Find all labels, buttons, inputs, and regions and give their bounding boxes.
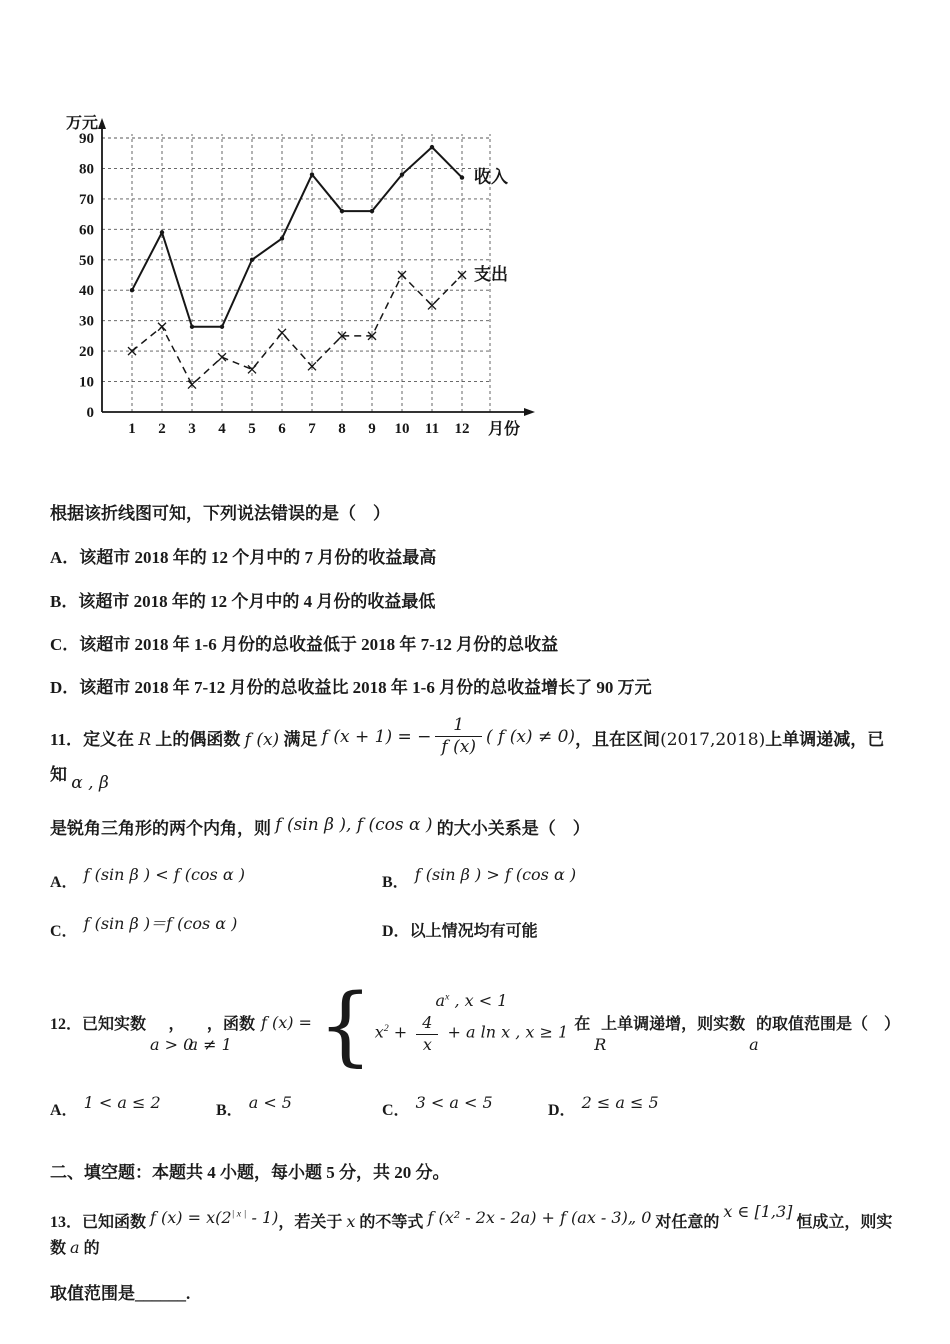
q12-options-row [50, 1092, 900, 1120]
q12-piece2-plus: + [388, 1022, 413, 1042]
q12-option-c [382, 1092, 548, 1120]
q10-stem: 根据该折线图可知，下列说法错误的是（ ） [50, 504, 390, 523]
svg-text:12: 12 [454, 421, 470, 437]
svg-text:70: 70 [79, 191, 94, 208]
svg-text:7: 7 [308, 421, 316, 437]
q12-option-b [216, 1092, 382, 1120]
q12-fraction-numerator: 4 [416, 1014, 438, 1034]
q12-option-a-label: A． [50, 1101, 78, 1119]
q13-text-4: 对任意的 [651, 1213, 724, 1231]
q12-piece-2 [375, 1014, 569, 1054]
svg-text:10: 10 [79, 374, 94, 391]
q12-comma-1: ， [168, 1016, 185, 1033]
svg-text:6: 6 [278, 421, 286, 437]
q13-text-1: 已知函数 [82, 1213, 151, 1231]
svg-text:20: 20 [79, 344, 94, 361]
q12-fraction-denominator: x [422, 1034, 432, 1054]
q12-piece2-rest: + a ln x , x ≥ 1 [442, 1022, 569, 1042]
svg-text:9: 9 [368, 421, 376, 437]
svg-text:30: 30 [79, 313, 94, 330]
q11-option-c-math: f (sin β )＝f (cos α ) [83, 913, 238, 933]
q12-math-a: a [749, 1034, 759, 1054]
q11-equation-prefix: f (x + 1) = − [321, 726, 432, 747]
svg-text:万元: 万元 [65, 115, 99, 132]
q11-math-relation: f (sin β ), f (cos α ) [275, 815, 433, 836]
q12-fx-equals: f (x) = [260, 1013, 312, 1032]
q11-option-a-math: f (sin β ) < f (cos α ) [83, 864, 245, 884]
q13-text-6: 的 [79, 1239, 100, 1257]
q10-option-c: C．该超市 2018 年 1-6 月份的总收益低于 2018 年 7-12 月份的总收益 [50, 635, 559, 655]
q13-number: 13． [50, 1213, 83, 1231]
q13-def-pre: f (x) = x(2 [150, 1207, 232, 1227]
q11-options-row1 [50, 864, 900, 892]
q12-piece1-base: a [435, 991, 445, 1011]
q12-text-4: 上单调递增，则实数 [601, 1016, 746, 1033]
q12-option-a-math: 1 < a ≤ 2 [83, 1092, 161, 1112]
q11-text-3: ，且在区间 [575, 729, 661, 749]
q12-condition-a-not-one: a ≠ 1 [188, 1034, 232, 1054]
q13-inequality: f (x² - 2x - 2a) + f (ax - 3)„ 0 [427, 1207, 652, 1227]
q11-fraction-numerator: 1 [435, 716, 482, 738]
income-expense-line-chart [52, 112, 900, 465]
q11-equation-condition: ( f (x) ≠ 0) [485, 726, 576, 747]
q11-option-b [382, 864, 714, 892]
q13-math-x: x [346, 1211, 356, 1231]
svg-text:10: 10 [394, 421, 410, 437]
q11-text-5: 是锐角三角形的两个内角，则 [50, 819, 276, 839]
svg-text:4: 4 [218, 421, 226, 437]
q11-text-6: 的大小关系是（ ） [432, 819, 590, 839]
q11-interval: (2017,2018) [660, 729, 766, 750]
q12-stem [50, 975, 900, 1076]
q13-line2-period: . [186, 1284, 191, 1304]
q13-text-5: 恒成立，则实数 [50, 1213, 893, 1257]
q12-option-c-label: C． [382, 1101, 410, 1119]
q12-a-slot [745, 1015, 759, 1054]
q12-text-1: 已知实数 [82, 1016, 147, 1033]
q11-text-2: 满足 [279, 729, 322, 749]
q12-option-a [50, 1092, 216, 1120]
q12-piece-1 [435, 991, 507, 1011]
svg-text:90: 90 [79, 131, 94, 147]
q12-option-c-math: 3 < a < 5 [415, 1092, 493, 1112]
q11-option-c-label: C． [50, 922, 78, 940]
q13-def-exponent: | x | [231, 1208, 247, 1220]
q10-option-a: A．该超市 2018 年的 12 个月中的 7 月份的收益最高 [50, 548, 437, 568]
q12-piece2-exponent: 2 [383, 1023, 389, 1035]
q13-stem-line1 [50, 1201, 900, 1262]
q12-piece1-rest: , x < 1 [449, 991, 508, 1011]
q13-def-post: - 1) [246, 1207, 279, 1227]
section2-header: 二、填空题：本题共 4 小题，每小题 5 分，共 20 分。 [50, 1162, 450, 1182]
q12-option-b-math: a < 5 [248, 1092, 292, 1112]
q12-option-d-label: D． [548, 1101, 576, 1119]
q12-text-5: 的取值范围是（ ） [755, 1016, 900, 1033]
q12-text-2: 函数 [222, 1016, 255, 1033]
q12-text-3: 在 [574, 1016, 591, 1033]
q13-line2-text: 取值范围是 [50, 1284, 135, 1304]
q12-option-d [548, 1092, 714, 1120]
q11-equation [322, 716, 575, 758]
svg-text:40: 40 [79, 283, 94, 300]
q11-alpha-beta: α , β [71, 772, 109, 793]
q10-option-d: D．该超市 2018 年 7-12 月份的总收益比 2018 年 1-6 月份的总收益增长了 90 万元 [50, 678, 652, 698]
q13-stem-line2 [50, 1281, 900, 1307]
q11-fraction [435, 716, 482, 758]
q12-comma-2: ， [206, 1016, 223, 1033]
q12-math-R: R [594, 1034, 607, 1054]
q13-text-2: ，若关于 [278, 1213, 347, 1231]
q12-option-d-math: 2 ≤ a ≤ 5 [581, 1092, 659, 1112]
q12-pieces [375, 991, 569, 1054]
chart-svg [52, 112, 572, 460]
q11-text-1: 定义在 [83, 729, 139, 749]
q11-option-d [382, 918, 714, 941]
svg-text:8: 8 [338, 421, 346, 437]
q13-answer-blank: ______ [135, 1284, 186, 1304]
q12-condition-a-positive: a > 0 [150, 1034, 194, 1054]
q11-math-fx: f (x) [244, 729, 280, 750]
svg-text:80: 80 [79, 161, 94, 178]
q13-domain: x ∈ [1,3] [723, 1201, 793, 1221]
q11-option-b-math: f (sin β ) > f (cos α ) [414, 864, 577, 884]
q12-piecewise-function: f (x) = { $a^x$ , x < 1 $x^2$ + $\frac{4}{x}$ + a ln x , x ≥ 1 [260, 975, 569, 1076]
q12-condition-slot-2 [184, 1015, 232, 1054]
q12-condition-slot-1 [146, 1015, 194, 1054]
q11-stem-line2 [50, 816, 900, 842]
svg-text:支出: 支出 [474, 265, 508, 284]
q11-option-b-label: B． [382, 873, 409, 891]
svg-text:11: 11 [424, 421, 440, 437]
svg-text:收入: 收入 [474, 167, 508, 187]
svg-text:3: 3 [188, 421, 196, 437]
q11-option-a [50, 864, 382, 892]
svg-text:月份: 月份 [488, 421, 521, 438]
q11-text-4: 上单调递减，已知 [50, 729, 885, 784]
q12-option-b-label: B． [216, 1101, 243, 1119]
q11-stem-line1 [50, 714, 900, 793]
svg-text:1: 1 [128, 421, 136, 437]
q12-R-slot [590, 1015, 607, 1054]
svg-text:5: 5 [248, 421, 256, 437]
q12-number: 12． [50, 1016, 83, 1033]
q11-option-d-label: D． [382, 922, 410, 940]
q12-piece1-exponent: x [445, 991, 450, 1003]
svg-text:0: 0 [86, 405, 94, 421]
q11-fraction-denominator: f (x) [441, 737, 476, 758]
q11-options-row2 [50, 913, 900, 941]
q11-option-d-text: 以上情况均有可能 [409, 922, 538, 940]
q13-math-a: a [70, 1237, 80, 1257]
svg-text:50: 50 [79, 252, 94, 269]
q12-piece2-base: x [374, 1022, 384, 1042]
q12-fraction [416, 1014, 438, 1054]
q11-text-1b: 上的偶函数 [151, 729, 245, 749]
q10-option-b: B．该超市 2018 年的 12 个月中的 4 月份的收益最低 [50, 591, 436, 611]
q11-math-R: R [138, 729, 152, 750]
q11-number: 11． [50, 729, 84, 749]
svg-text:2: 2 [158, 421, 166, 437]
q11-option-a-label: A． [50, 873, 78, 891]
q13-text-3: 的不等式 [355, 1213, 428, 1231]
q11-option-c [50, 913, 382, 941]
q13-function-definition [150, 1207, 279, 1227]
svg-text:60: 60 [79, 222, 94, 239]
